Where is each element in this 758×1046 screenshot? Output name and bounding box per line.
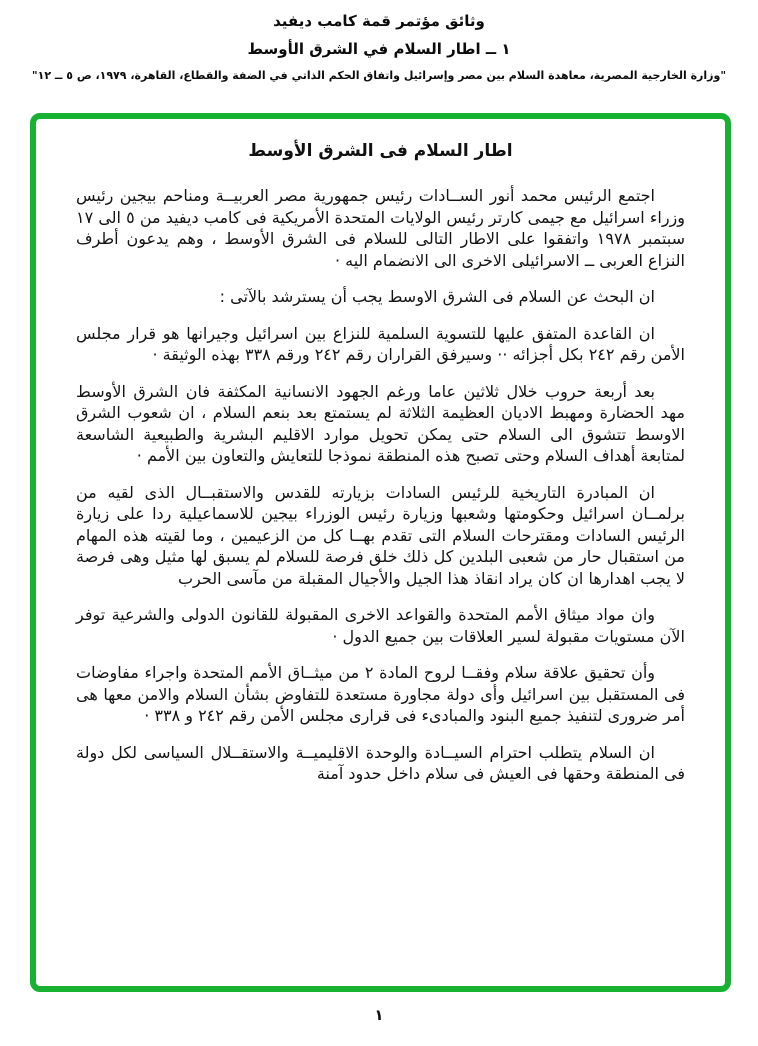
body-paragraph: وأن تحقيق علاقة سلام وفقــا لروح المادة ٢ من ميثــاق الأمم المتحدة واجراء مفاوضات فى المستقبل بين اسرائيل وأى دولة مجاورة مستعدة للتفاوض بشأن السلام والامن معها هى أمر ضرورى لتنفيذ جميع البنود والمبادىء فى قرارى مجلس الأمن رقم ٢٤٢ و ٣٣٨ · bbox=[76, 663, 685, 725]
body-paragraph: ان السلام يتطلب احترام السيــادة والوحدة الاقليميــة والاستقــلال السياسى لكل دولة فى المنطقة وحقها فى العيش فى سلام داخل حدود آمنة bbox=[76, 742, 685, 783]
document-collection-title: وثائق مؤتمر قمة كامب ديفيد bbox=[273, 12, 485, 30]
page-header bbox=[0, 0, 758, 82]
body-paragraph: ان القاعدة المتفق عليها للتسوية السلمية للنزاع بين اسرائيل وجيرانها هو قرار مجلس الأمن رقم ٢٤٢ بكل أجزائه ·· وسيرفق القراران رقم ٢٤٢ ورقم ٣٣٨ بهذه الوثيقة · bbox=[76, 323, 685, 364]
document-body bbox=[76, 185, 685, 785]
body-paragraph: وان مواد ميثاق الأمم المتحدة والقواعد الاخرى المقبولة للقانون الدولى والشرعية توفر الآن مستويات مقبولة لسير العلاقات بين جميع الدول · bbox=[76, 605, 685, 646]
page-number: ١ bbox=[374, 1006, 384, 1024]
document-section-heading: ١ ــ اطار السلام في الشرق الأوسط bbox=[247, 40, 511, 58]
body-paragraph: اجتمع الرئيس محمد أنور الســادات رئيس جمهورية مصر العربيــة ومناحم بيجين رئيس وزراء اسرائيل مع جيمى كارتر رئيس الولايات المتحدة الأمريكية فى كامب ديفيد من ٥ الى ١٧ سبتمبر ١٩٧٨ واتفقوا على الاطار التالى للسلام فى الشرق الأوسط ، وهم يدعون أطرف النزاع العربى ــ الاسرائيلى الاخرى الى الانضمام اليه · bbox=[76, 186, 686, 270]
body-paragraph: ان المبادرة التاريخية للرئيس السادات بزيارته للقدس والاستقبــال الذى لقيه من برلمــان اسرائيل وحكومتها وشعبها وزيارة رئيس الوزراء بيجين للاسماعيلية ردا على زيارة الرئيس السادات ومقترحات السلام التى تقدم بهــا كل من الزعيمين ، وما لقيته هذه المهام من استقبال حار من شعبى البلدين كل ذلك خلق فرصة للسلام لم يسبق لها مثيل وهى فرصة لا يجب اهدارها ان كان يراد انقاذ هذا الجيل والأجيال المقبلة من مآسى الحرب bbox=[76, 482, 685, 588]
body-paragraph: ان البحث عن السلام فى الشرق الاوسط يجب أن يسترشد بالآتى : bbox=[219, 287, 655, 306]
document-title: اطار السلام فى الشرق الأوسط bbox=[248, 141, 513, 161]
document-border-frame bbox=[30, 113, 731, 992]
source-citation: "وزارة الخارجية المصرية، معاهدة السلام بين مصر وإسرائيل واتفاق الحكم الذاتي في الضفة والقطاع، القاهرة، ١٩٧٩، ص ٥ ــ ١٢" bbox=[31, 69, 727, 82]
body-paragraph: بعد أربعة حروب خلال ثلاثين عاما ورغم الجهود الانسانية المكثفة فان الشرق الأوسط مهد الحضارة ومهبط الاديان العظيمة الثلاثة لم يستمتع بعد بنعم السلام ، ان شعوب الشرق الاوسط تتشوق الى السلام حتى يمكن تحويل موارد الاقليم البشرية والطبيعية الشاسعة لمتابعة أهداف السلام وحتى تصبح هذه المنطقة نموذجا للتعايش والتعاون بين الأمم · bbox=[76, 381, 685, 465]
